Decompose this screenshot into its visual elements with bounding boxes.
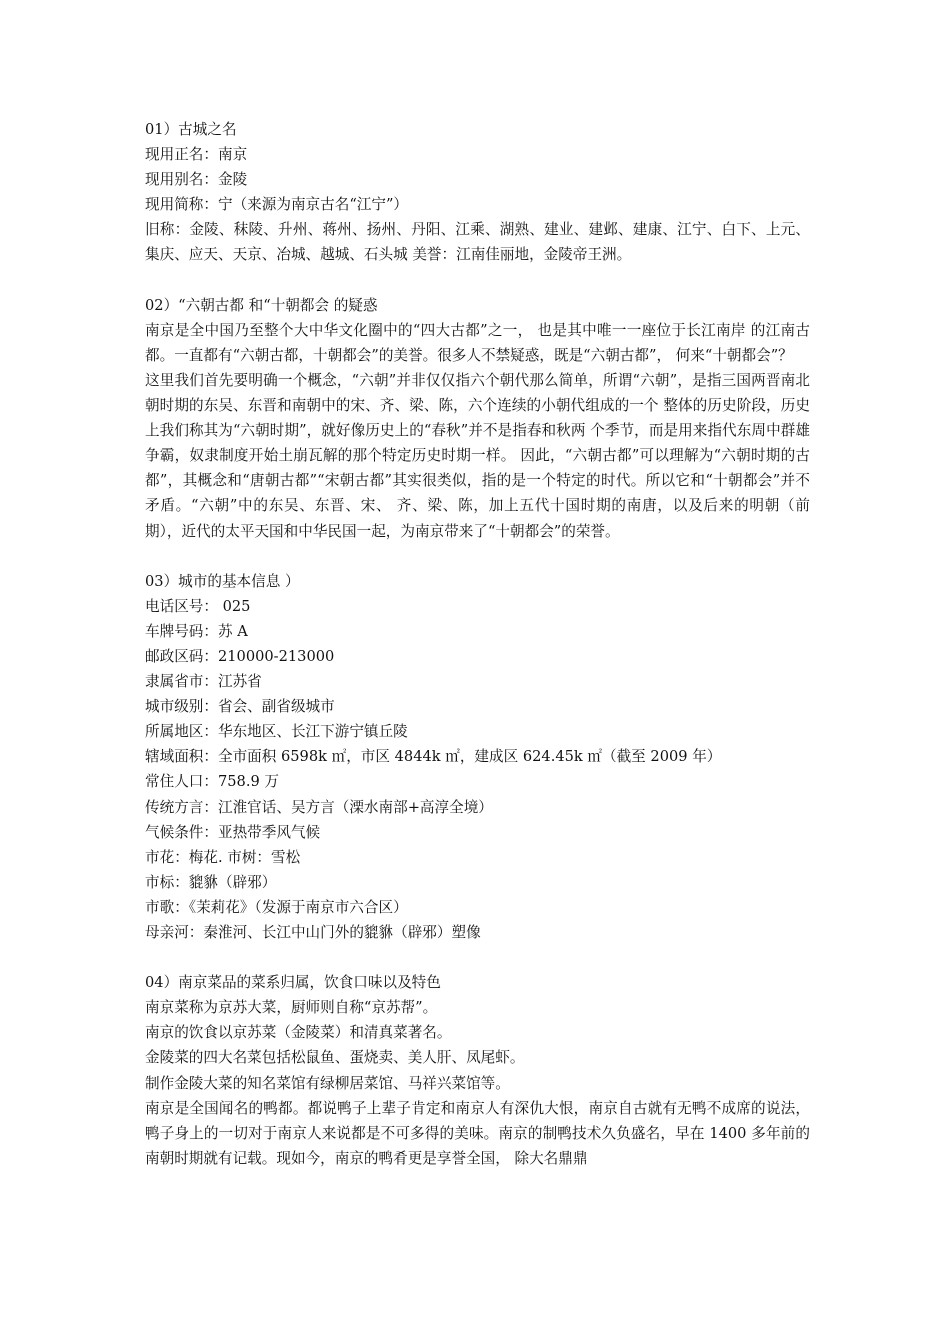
info-line: 传统方言：江淮官话、吴方言（溧水南部+高淳全境）	[145, 798, 493, 816]
info-line: 城市级别：省会、副省级城市	[145, 698, 335, 716]
info-line: 市标：貔貅（辟邪）	[145, 873, 277, 891]
section-six-dynasties	[145, 293, 810, 544]
info-line: 气候条件：亚热带季风气候	[145, 823, 321, 841]
text-line: 南京的饮食以京苏菜（金陵菜）和清真菜著名。	[145, 1024, 452, 1042]
text-line: 现用简称：宁（来源为南京古名“江宁”）	[145, 196, 409, 214]
text-line: 制作金陵大菜的知名菜馆有绿柳居菜馆、马祥兴菜馆等。	[145, 1074, 510, 1092]
info-line: 母亲河：秦淮河、长江中山门外的貔貅（辟邪）塑像	[145, 924, 481, 941]
blank-line	[145, 945, 810, 970]
document-page	[145, 117, 810, 1171]
info-line: 市歌：《茉莉花》（发源于南京市六合区）	[145, 898, 408, 916]
section-heading: 03）城市的基本信息 ）	[145, 572, 300, 590]
info-line: 所属地区：华东地区、长江下游宁镇丘陵	[145, 723, 408, 741]
text-line: 现用正名：南京	[145, 146, 248, 164]
blank-line	[145, 268, 810, 293]
info-line: 辖域面积：全市面积 6598k ㎡，市区 4844k ㎡，建成区 624.45k ㎡（截至 2009 年）	[145, 748, 722, 766]
paragraph: 南京是全中国乃至整个大中华文化圈中的“四大古都”之一， 也是其中唯一一座位于长江南岸 的江南古都。一直都有“六朝古都，十朝都会”的美誉。很多人不禁疑惑，既是“六朝古都”， 何来“十朝都会”？	[145, 321, 810, 364]
info-line: 隶属省市：江苏省	[145, 673, 262, 691]
info-line: 市花：梅花. 市树：雪松	[145, 848, 301, 866]
section-basic-info	[145, 569, 810, 945]
text-line: 金陵菜的四大名菜包括松鼠鱼、蛋烧卖、美人肝、凤尾虾。	[145, 1049, 525, 1067]
text-line: 南京菜称为京苏大菜，厨师则自称“京苏帮”。	[145, 999, 438, 1017]
section-heading: 04）南京菜品的菜系归属，饮食口味以及特色	[145, 974, 441, 992]
section-heading: 01）古城之名	[145, 121, 237, 138]
info-line: 车牌号码：苏 A	[145, 622, 248, 640]
section-ancient-names	[145, 117, 810, 268]
paragraph: 旧称：金陵、秣陵、升州、蒋州、扬州、丹阳、江乘、湖熟、建业、建邺、建康、江宁、白下、上元、集庆、应天、天京、冶城、越城、石头城 美誉：江南佳丽地，金陵帝王洲。	[145, 221, 810, 264]
info-line: 邮政区码：210000-213000	[145, 647, 335, 665]
section-heading: 02）“六朝古都 和“十朝都会 的疑惑	[145, 296, 378, 314]
info-line: 常住人口：758.9 万	[145, 773, 279, 791]
text-line: 现用别名：金陵	[145, 171, 248, 189]
section-cuisine	[145, 970, 810, 1171]
info-line: 电话区号： 025	[145, 597, 251, 615]
paragraph: 这里我们首先要明确一个概念，“六朝”并非仅仅指六个朝代那么简单，所谓“六朝”，是指三国两晋南北朝时期的东吴、东晋和南朝中的宋、齐、梁、陈，六个连续的小朝代组成的一个 整体的历史阶段，历史上我们称其为“六朝时期”，就好像历史上的“春秋”并不是指春和秋两 个季节，而是用来指代东周中群雄争霸，奴隶制度开始土崩瓦解的那个特定历史时期一样。 因此，“六朝古都”可以理解为“六朝时期的古都”，其概念和“唐朝古都”“宋朝古都”其实很类似，指的是一个特定的时代。所以它和“十朝都会”并不矛盾。“六朝”中的东吴、东晋、宋、 齐、梁、陈，加上五代十国时期的南唐，以及后来的明朝（前期），近代的太平天国和中华民国一起，为南京带来了“十朝都会”的荣誉。	[145, 371, 810, 540]
blank-line	[145, 544, 810, 569]
paragraph: 南京是全国闻名的鸭都。都说鸭子上辈子肯定和南京人有深仇大恨，南京自古就有无鸭不成席的说法，鸭子身上的一切对于南京人来说都是不可多得的美味。南京的制鸭技术久负盛名，早在 1400 多年前的南朝时期就有记载。现如今，南京的鸭肴更是享誉全国， 除大名鼎鼎	[145, 1099, 810, 1167]
